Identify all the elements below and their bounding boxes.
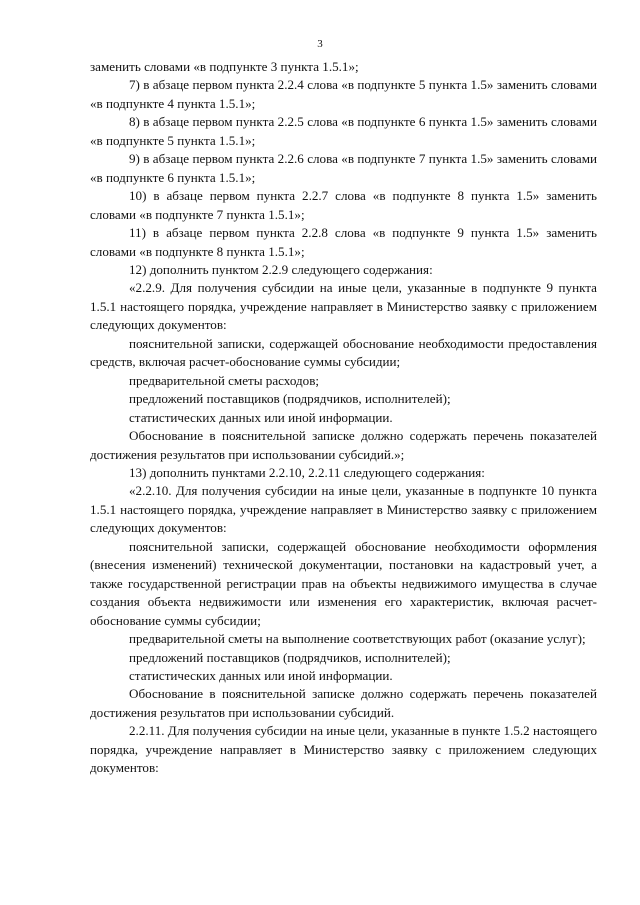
- paragraph-12: статистических данных или иной информации.: [129, 409, 393, 425]
- paragraph-14: 13) дополнить пунктами 2.2.10, 2.2.11 следующего содержания:: [129, 464, 485, 480]
- paragraph-16: пояснительной записки, содержащей обоснование необходимости оформления (внесения изменений) технической документации, постановки на кадастровый учет, а также государственной регистрации прав на объекты недвижимого имущества в случае создания объекта недвижимости или изменения его характеристик, включая расчет-обоснование суммы субсидии;: [90, 538, 597, 628]
- paragraph-11: предложений поставщиков (подрядчиков, исполнителей);: [129, 391, 451, 407]
- paragraph-13: Обоснование в пояснительной записке должно содержать перечень показателей достижения результатов при использовании субсидий.»;: [90, 428, 597, 462]
- paragraph-8: «2.2.9. Для получения субсидии на иные цели, указанные в подпункте 9 пункта 1.5.1 настоящего порядка, учреждение направляет в Министерство заявку с приложением следующих документов:: [90, 280, 597, 333]
- paragraph-7: 12) дополнить пунктом 2.2.9 следующего содержания:: [129, 261, 433, 277]
- page-number: 3: [317, 38, 323, 50]
- paragraph-2: 7) в абзаце первом пункта 2.2.4 слова «в подпункте 5 пункта 1.5» заменить словами «в подпункте 4 пункта 1.5.1»;: [90, 77, 597, 111]
- paragraph-10: предварительной сметы расходов;: [129, 372, 320, 388]
- paragraph-18: предложений поставщиков (подрядчиков, исполнителей);: [129, 649, 451, 665]
- paragraph-3: 8) в абзаце первом пункта 2.2.5 слова «в подпункте 6 пункта 1.5» заменить словами «в подпункте 5 пункта 1.5.1»;: [90, 114, 597, 148]
- paragraph-9: пояснительной записки, содержащей обоснование необходимости предоставления средств, включая расчет-обоснование суммы субсидии;: [90, 335, 597, 370]
- paragraph-1: заменить словами «в подпункте 3 пункта 1.5.1»;: [90, 59, 359, 74]
- paragraph-4: 9) в абзаце первом пункта 2.2.6 слова «в подпункте 7 пункта 1.5» заменить словами «в подпункте 6 пункта 1.5.1»;: [90, 151, 597, 185]
- paragraph-5: 10) в абзаце первом пункта 2.2.7 слова «в подпункте 8 пункта 1.5» заменить словами «в подпункте 7 пункта 1.5.1»;: [90, 188, 597, 222]
- paragraph-6: 11) в абзаце первом пункта 2.2.8 слова «в подпункте 9 пункта 1.5» заменить словами «в подпункте 8 пункта 1.5.1»;: [90, 225, 597, 259]
- paragraph-17: предварительной сметы на выполнение соответствующих работ (оказание услуг);: [129, 631, 586, 647]
- document-body: [90, 58, 597, 778]
- paragraph-21: 2.2.11. Для получения субсидии на иные цели, указанные в пункте 1.5.2 настоящего порядка, учреждение направляет в Министерство заявку с приложением следующих документов:: [90, 723, 597, 776]
- paragraph-19: статистических данных или иной информации.: [129, 667, 393, 683]
- paragraph-20: Обоснование в пояснительной записке должно содержать перечень показателей достижения результатов при использовании субсидий.: [90, 686, 597, 720]
- paragraph-15: «2.2.10. Для получения субсидии на иные цели, указанные в подпункте 10 пункта 1.5.1 настоящего порядка, учреждение направляет в Министерство заявку с приложением следующих документов:: [90, 483, 597, 536]
